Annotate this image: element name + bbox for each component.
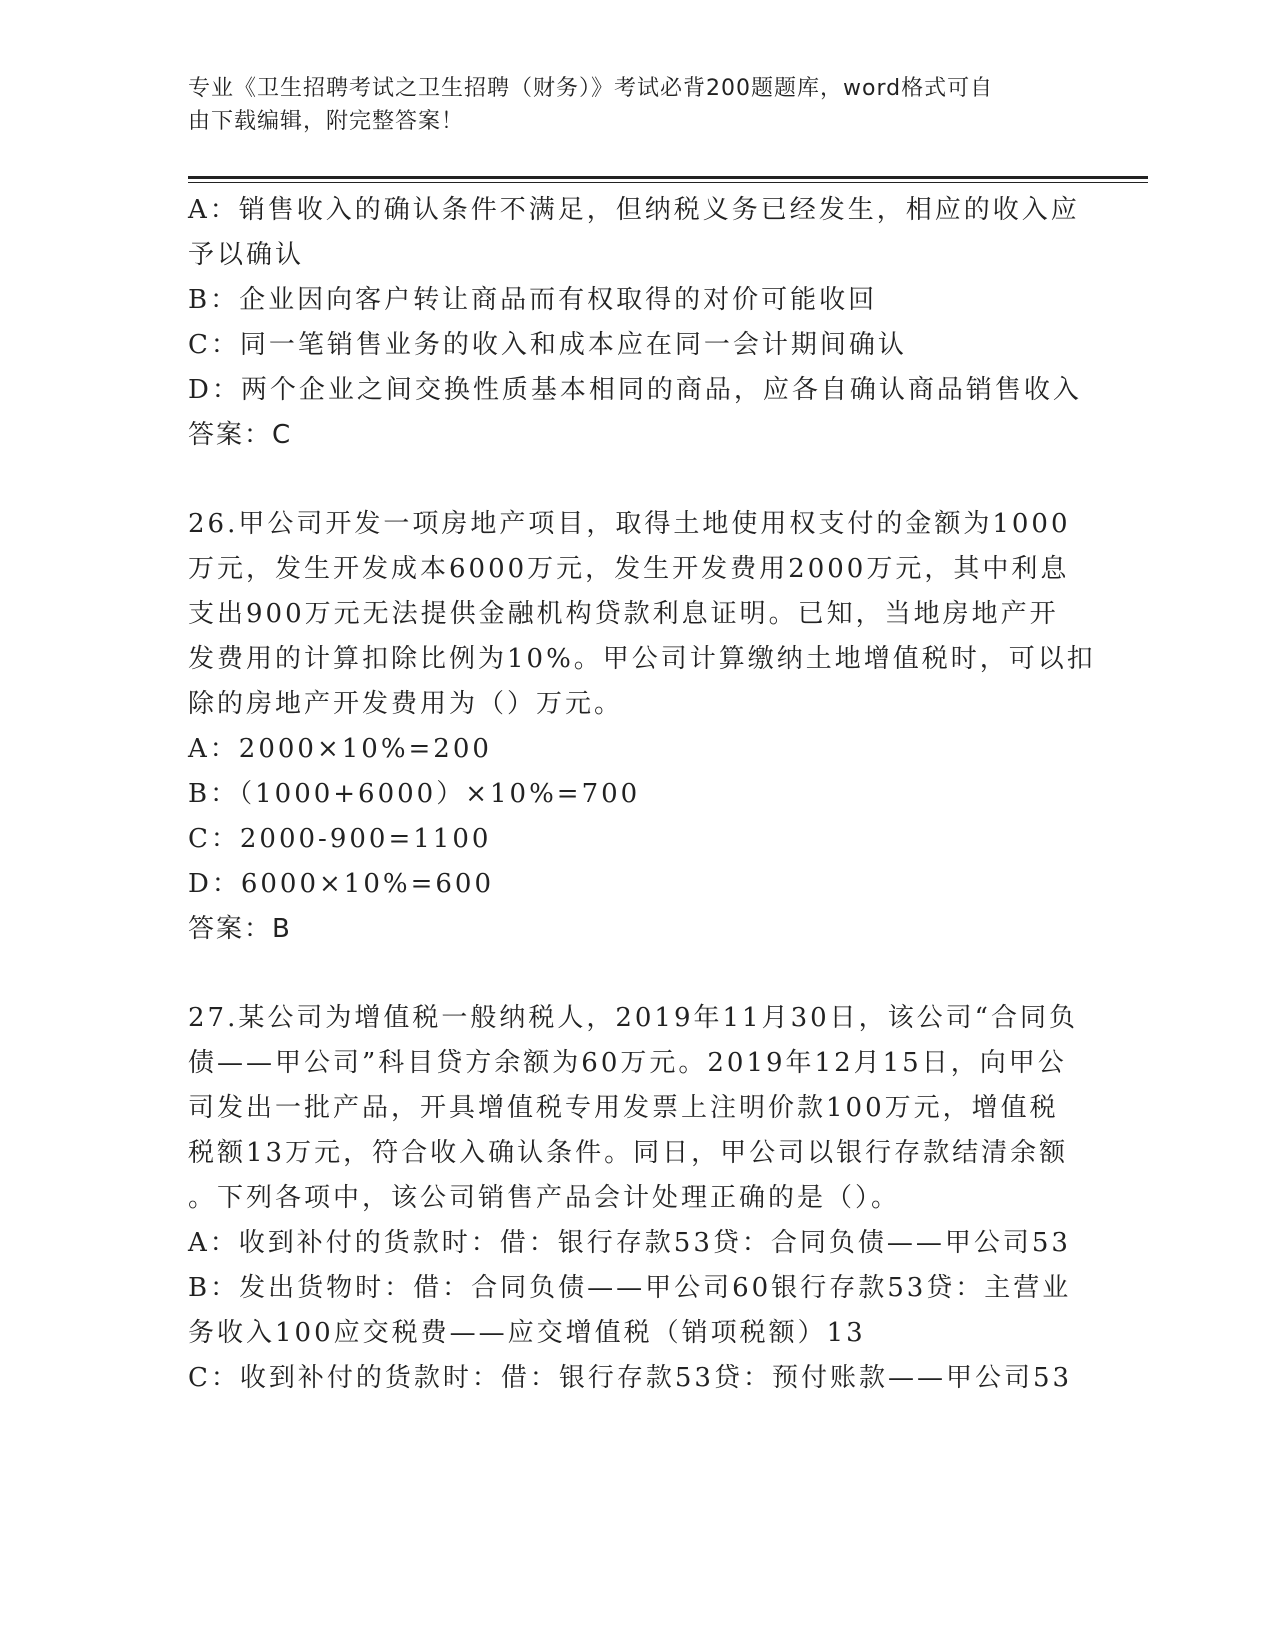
document-header	[188, 72, 1068, 138]
q27-stem-line: 。下列各项中，该公司销售产品会计处理正确的是（）。	[188, 1183, 901, 1213]
q27-option-b-line-2: 务收入100应交税费——应交增值税（销项税额）13	[188, 1318, 866, 1348]
header-divider-thin	[188, 182, 1148, 183]
q25-answer: 答案：C	[188, 420, 293, 450]
q25-option-d: D：两个企业之间交换性质基本相同的商品，应各自确认商品销售收入	[188, 375, 1082, 405]
q27-stem-line: 司发出一批产品，开具增值税专用发票上注明价款100万元，增值税	[188, 1093, 1059, 1123]
header-title-line-1: 专业《卫生招聘考试之卫生招聘（财务）》考试必背200题题库，word格式可自	[188, 76, 994, 101]
q26-answer: 答案：B	[188, 914, 292, 944]
q25-option-b: B：企业因向客户转让商品而有权取得的对价可能收回	[188, 285, 878, 315]
header-title-line-2: 由下载编辑，附完整答案！	[188, 109, 465, 134]
q27-option-b-line-1: B：发出货物时：借：合同负债——甲公司60银行存款53贷：主营业	[188, 1273, 1072, 1303]
question-26-block	[188, 502, 1096, 952]
q27-option-c: C：收到补付的货款时：借：银行存款53贷：预付账款——甲公司53	[188, 1363, 1073, 1393]
question-27-block	[188, 996, 1078, 1401]
q25-option-a-line-2: 予以确认	[188, 240, 305, 270]
q27-option-a: A：收到补付的货款时：借：银行存款53贷：合同负债——甲公司53	[188, 1228, 1071, 1258]
q26-stem-line: 发费用的计算扣除比例为10%。甲公司计算缴纳土地增值税时，可以扣	[188, 644, 1096, 674]
q25-option-c: C：同一笔销售业务的收入和成本应在同一会计期间确认	[188, 330, 907, 360]
q26-option-b: B：（1000+6000）×10%=700	[188, 779, 641, 809]
q26-option-a: A：2000×10%=200	[188, 734, 492, 764]
spacer	[188, 952, 1078, 996]
q26-option-c: C：2000-900=1100	[188, 824, 492, 854]
header-divider-thick	[188, 176, 1148, 179]
spacer	[188, 458, 1078, 502]
q27-stem-line: 税额13万元，符合收入确认条件。同日，甲公司以银行存款结清余额	[188, 1138, 1069, 1168]
q26-stem-line: 26.甲公司开发一项房地产项目，取得土地使用权支付的金额为1000	[188, 509, 1071, 539]
q26-option-d: D：6000×10%=600	[188, 869, 494, 899]
q26-stem-line: 支出900万元无法提供金融机构贷款利息证明。已知，当地房地产开	[188, 599, 1059, 629]
q26-stem-line: 除的房地产开发费用为（）万元。	[188, 689, 624, 719]
document-body	[188, 188, 1096, 1401]
q26-stem-line: 万元，发生开发成本6000万元，发生开发费用2000万元，其中利息	[188, 554, 1070, 584]
q27-stem-line: 债——甲公司”科目贷方余额为60万元。2019年12月15日，向甲公	[188, 1048, 1067, 1078]
q27-stem-line: 27.某公司为增值税一般纳税人，2019年11月30日，该公司“合同负	[188, 1003, 1078, 1033]
question-25-block	[188, 188, 1082, 458]
q25-option-a-line-1: A：销售收入的确认条件不满足，但纳税义务已经发生，相应的收入应	[188, 195, 1080, 225]
